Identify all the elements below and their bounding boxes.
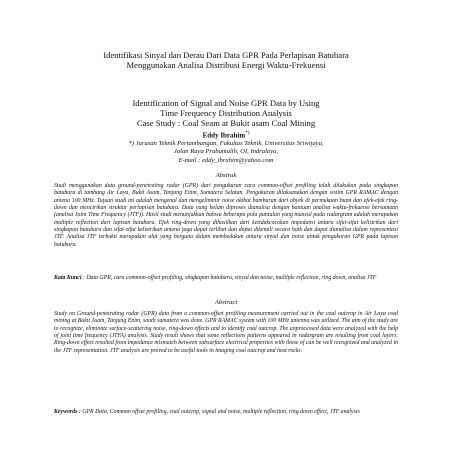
abstract-heading: Abstract [214, 299, 238, 306]
author-name: Eddy Ibrahim [202, 131, 246, 140]
title-en-line: Time Frequency Distribution Analysis [160, 108, 292, 118]
title-indonesian [40, 50, 412, 70]
abstrak-body: Studi menggunakan data ground-penetrating radar (GPR) dari pengukuran cara common-offset profiling telah dilakukan pada singkapan batubara di tambang Air Laya, Bukit Asam, Tanjung Enim, Sumatera Selatan. Pengukuran dilaksanakan dengan sistim GPR RAMAC dengan antena 100 MHz. Tujuan studi ini adalah mengenal dan mengeliminir noise akibat bamburan dari obyek di permukaan bumi dan efek-efek ring-down dan mencirikan struktur perlapisan batubara. Data yang belum diproses dianalisa dengan bantuan analisa waktu-frekuensi bersamaan (analisa Joint Time Frequency (JTF)). Hasil studi menunjukkan bahwa beberapa pola pantulan yang muncul pada radargram adalah merupakan multiple reflection dari lapisan batubara. Efek ring-down yang dihasilkan dari ketidakcocokan impedansi antara sifat-sifat kelistrikan dari singkapan batubara dan sifat-sifat kelistrikan antena juga dapat terlihat dan dapat dikenali secara baik dan dapat dianalisa dalam representasi JTF. Analisa JTF terbukti merupakan alat yang berguna dalam membedakan antara sinyal dan noise untuk pengukuran GPR pada lapisan batubara. [54, 183, 398, 248]
kata-kunci [54, 275, 398, 282]
keywords-text: GPR Data, Common offset profiling, coal outcrop, signal and noise, multiple reflection, ring down effect, JTF analysis [80, 409, 360, 415]
author-mark: *) [245, 131, 250, 136]
title-en-line: Identification of Signal and Noise GPR Data by Using [132, 98, 320, 108]
title-id-line: Menggunakan Analisa Distribusi Energi Waktu-Frekuensi [126, 60, 326, 70]
kata-kunci-label: Kata Kunci [54, 275, 82, 281]
keywords-label: Keywords : [54, 409, 81, 415]
abstract-body: Study on Ground-penetrating radar (GPR) data from a common-offset profiling measurement carried out in the coal outcrop in Air Laya coal mining at Bukit Asam, Tanjung Enim, south sumatera was done. GPR RAMAC system with 100 MHz antenna was utilized. The aim of the study are to recognize, eliminate surface-scattering noise, ring-down effects and to identify coal outcrop. The unprocessed data were analyzed with the help of joint time frequency (JTFA) analysis. Study result shows that some reflections patterns appeared in radargram are resulting from coal layers. Ring-down effect resulted from impedance mismatch between subsurface electrical properties with those of can be well recognized and analyzed in the JTF representation. JTF analysis are proved to be useful tools in imaging coal outcrop and host rocks. [54, 311, 398, 354]
kata-kunci-text: : Data GPR, cara common-offset profiling, singkapan batubara, sinyal dan noise, multiple reflection, ring down, analisa JTF [81, 275, 377, 281]
affiliation-line: *) Jurusan Teknik Pertambangan, Fakultas Teknik, Universitas Sriwijaya, [128, 140, 324, 147]
affiliation-line: Jalan Raya Prabumulih, OI, Indralaya, [173, 148, 279, 156]
title-english [40, 98, 412, 128]
affiliation [40, 140, 412, 165]
abstrak-heading: Abstrak [215, 172, 237, 179]
title-id-line: Identifikasi Sinyal dan Derau Dari Data GPR Pada Perlapisan Batubara [103, 50, 349, 60]
author [40, 131, 412, 139]
title-en-line: Case Study : Coal Seam at Bukit asam Coal Mining [136, 118, 316, 128]
keywords [54, 409, 398, 416]
affiliation-email: E-mail : eddy_ibrahim@yahoo.com [178, 156, 274, 164]
